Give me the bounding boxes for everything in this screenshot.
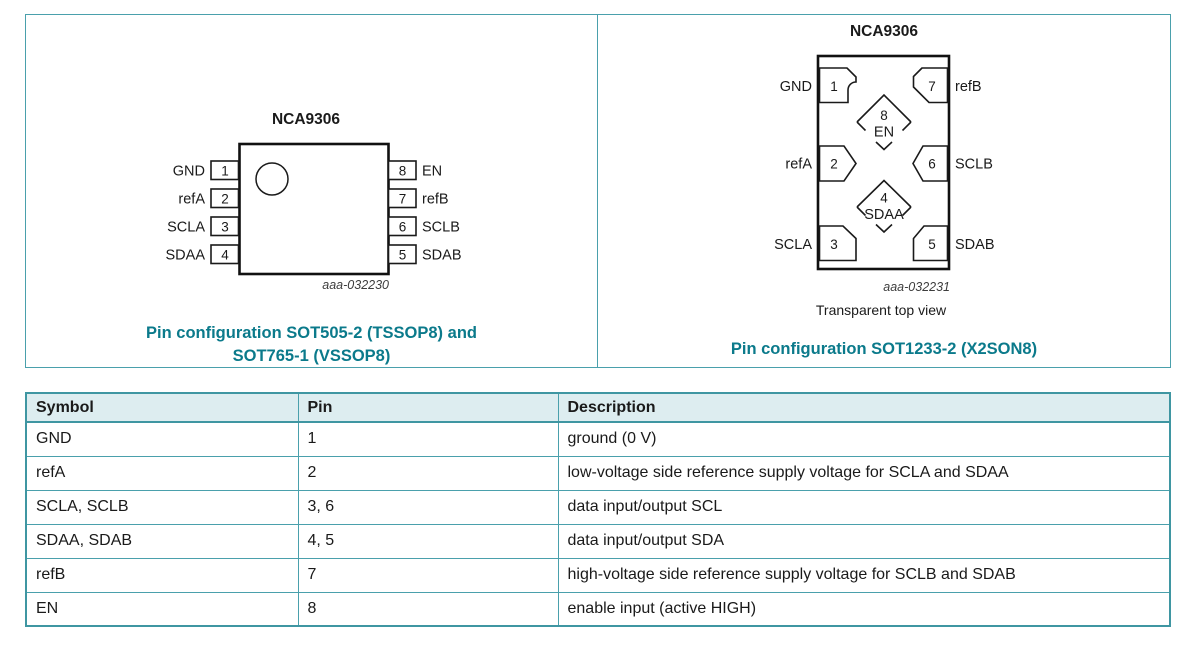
ic-body [240, 144, 389, 274]
pin-row-5 [389, 245, 462, 264]
drawing-id: aaa-032231 [883, 280, 950, 294]
cell-symbol: refA [26, 456, 298, 490]
pin-number: 3 [830, 237, 838, 252]
pin-number: 3 [221, 219, 229, 235]
package-title: NCA9306 [271, 111, 341, 128]
pin-number: 7 [398, 191, 407, 207]
caption-line-2: SOT765-1 (VSSOP8) [232, 347, 391, 365]
pin-number: 6 [398, 219, 407, 235]
pin-label: EN [422, 163, 443, 180]
col-header-pin: Pin [298, 393, 558, 422]
figure-panel-x2son8 [598, 15, 1170, 367]
pin-row-8 [389, 161, 443, 180]
pin-row-6 [389, 217, 460, 236]
table-row [26, 456, 1170, 490]
pin-description-table [25, 392, 1171, 627]
pin-number: 2 [221, 191, 229, 207]
table-row [26, 490, 1170, 524]
table-header-row [26, 393, 1170, 422]
pin-number: 8 [398, 163, 407, 179]
drawing-id: aaa-032230 [322, 278, 389, 292]
pin-number: 5 [398, 247, 407, 263]
pin-number: 4 [880, 190, 888, 206]
cell-symbol: refB [26, 558, 298, 592]
cell-description: enable input (active HIGH) [558, 592, 1170, 626]
cell-pin: 3, 6 [298, 490, 558, 524]
cell-symbol: EN [26, 592, 298, 626]
col-header-symbol: Symbol [26, 393, 298, 422]
view-note: Transparent top view [815, 302, 947, 318]
figure-caption-left [26, 322, 597, 368]
pin-label: SDAA [165, 247, 205, 264]
cell-description: data input/output SCL [558, 490, 1170, 524]
pin-number: 4 [221, 247, 229, 263]
pin-label: refB [422, 191, 449, 208]
pin-label: SDAB [422, 247, 462, 264]
package-title: NCA9306 [849, 23, 919, 40]
table-row [26, 558, 1170, 592]
pin-label: SDAA [864, 207, 904, 223]
pin-number: 6 [928, 156, 936, 172]
pin-number: 1 [221, 163, 229, 179]
cell-description: high-voltage side reference supply voltage for SCLB and SDAB [558, 558, 1170, 592]
pin-label: GND [779, 79, 812, 95]
table-row [26, 524, 1170, 558]
pin-row-4 [166, 245, 239, 264]
pin-label: SDAB [955, 237, 995, 253]
cell-description: data input/output SDA [558, 524, 1170, 558]
figure-caption-right: Pin configuration SOT1233-2 (X2SON8) [730, 340, 1038, 358]
x2son8-package-diagram [701, 15, 1101, 325]
caption-line-1: Pin configuration SOT505-2 (TSSOP8) and [146, 324, 477, 342]
pin-number: 8 [880, 108, 888, 123]
cell-symbol: GND [26, 422, 298, 456]
tssop8-package-diagram [141, 101, 601, 296]
pin-label: SCLA [774, 237, 812, 253]
pin-number: 1 [830, 79, 838, 94]
pin-label: GND [172, 163, 205, 180]
cell-symbol: SDAA, SDAB [26, 524, 298, 558]
pin-label: EN [873, 124, 895, 141]
cell-description: low-voltage side reference supply voltage for SCLA and SDAA [558, 456, 1170, 490]
pin-row-2 [178, 189, 238, 208]
cell-pin: 7 [298, 558, 558, 592]
pin-label: SCLB [955, 156, 993, 173]
pin-row-7 [389, 189, 449, 208]
table-row [26, 422, 1170, 456]
col-header-description: Description [558, 393, 1170, 422]
pin-configuration-figure [25, 14, 1171, 368]
cell-pin: 2 [298, 456, 558, 490]
pin-label: refB [955, 79, 982, 95]
cell-symbol: SCLA, SCLB [26, 490, 298, 524]
cell-pin: 1 [298, 422, 558, 456]
cell-description: ground (0 V) [558, 422, 1170, 456]
table-row [26, 592, 1170, 626]
pin-number: 5 [928, 237, 936, 252]
pin-number: 2 [830, 156, 838, 172]
pin-label: refA [785, 156, 812, 173]
pin-number: 7 [928, 79, 936, 94]
figure-panel-tssop8 [26, 15, 598, 367]
cell-pin: 8 [298, 592, 558, 626]
cell-pin: 4, 5 [298, 524, 558, 558]
pin-row-1 [173, 161, 239, 180]
pin-label: SCLA [167, 219, 205, 236]
pin-label: refA [178, 191, 205, 208]
pin-row-3 [167, 217, 238, 236]
pin-label: SCLB [422, 219, 460, 236]
